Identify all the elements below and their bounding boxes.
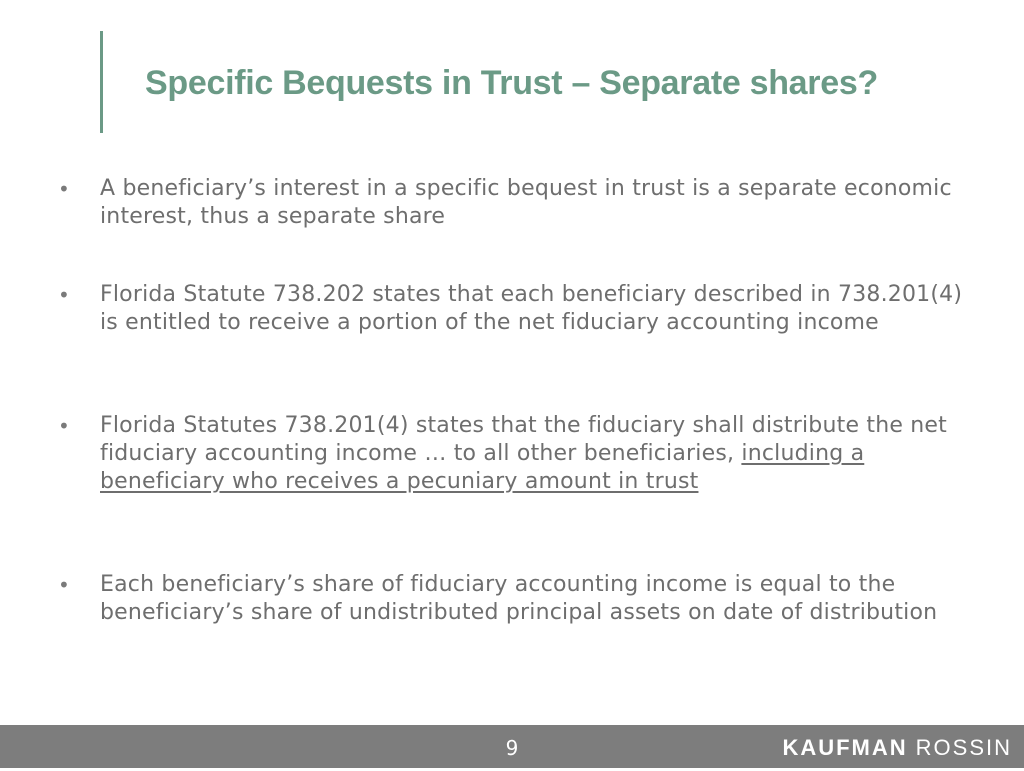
logo-secondary: ROSSIN [915, 735, 1012, 760]
bullet-item [58, 571, 978, 627]
bullet-text [100, 412, 978, 496]
bullet-text: A beneficiary’s interest in a specific bequest in trust is a separate economic interest, thus a separate share [100, 176, 952, 229]
logo-primary: KAUFMAN [782, 735, 908, 760]
bullet-item [58, 175, 978, 231]
slide-title: Specific Bequests in Trust – Separate shares? [145, 64, 878, 102]
page-number: 9 [505, 736, 519, 760]
bullet-marker: • [58, 573, 70, 597]
bullet-item [58, 281, 978, 337]
footer-bar [0, 725, 1024, 768]
bullet-marker: • [58, 177, 70, 201]
bullet-marker: • [58, 414, 70, 438]
company-logo [782, 725, 1012, 771]
bullet-marker: • [58, 283, 70, 307]
bullet-item [58, 412, 978, 496]
title-accent-bar [100, 31, 103, 133]
bullet-text: Each beneficiary’s share of fiduciary accounting income is equal to the beneficiary’s share of undistributed principal assets on date of distribution [100, 572, 938, 625]
bullet-text-plain: Florida Statutes 738.201(4) states that the fiduciary shall distribute the net fiduciary accounting income … to all other beneficiaries, [100, 413, 947, 466]
bullet-text: Florida Statute 738.202 states that each beneficiary described in 738.201(4) is entitled to receive a portion of the net fiduciary accounting income [100, 282, 963, 335]
bullet-text-underlined: including a beneficiary who receives a pecuniary amount in trust [100, 441, 865, 494]
